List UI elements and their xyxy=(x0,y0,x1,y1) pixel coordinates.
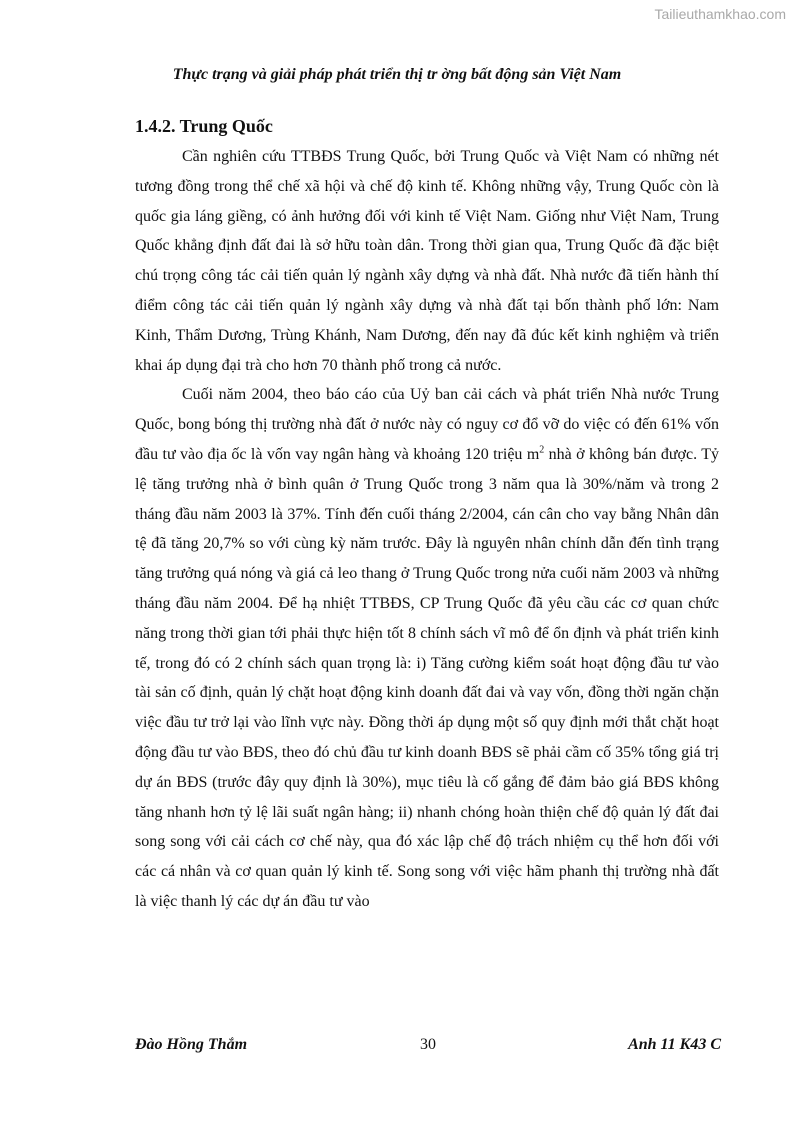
paragraph-1: Cần nghiên cứu TTBĐS Trung Quốc, bởi Trung Quốc và Việt Nam có những nét tương đồng trong thể chế xã hội và chế độ kinh tế. Không những vậy, Trung Quốc còn là quốc gia láng giềng, có ảnh hưởng đối với kinh tế Việt Nam. Giống như Việt Nam, Trung Quốc khẳng định đất đai là sở hữu toàn dân. Trong thời gian qua, Trung Quốc đã đặc biệt chú trọng công tác cải tiến quản lý ngành xây dựng và nhà đất. Nhà nước đã tiến hành thí điểm công tác cải tiến quản lý ngành xây dựng và nhà đất tại bốn thành phố lớn: Nam Kinh, Thẩm Dương, Trùng Khánh, Nam Dương, đến nay đã đúc kết kinh nghiệm và triển khai áp dụng đại trà cho hơn 70 thành phố trong cả nước. xyxy=(135,148,719,374)
section-heading: 1.4.2. Trung Quốc xyxy=(135,116,273,136)
running-title: Thực trạng và giải pháp phát triển thị tr ờng bất động sản Việt Nam xyxy=(172,66,622,83)
paragraph-2-part-1: Cuối năm 2004, theo báo cáo của Uỷ ban cải cách và phát triển Nhà nước Trung Quốc, bong bóng thị trường nhà đất ở nước này có nguy cơ đổ vỡ do việc có đến 61% vốn đầu tư vào địa ốc là vốn vay ngân hàng và khoảng 120 triệu m xyxy=(135,386,719,463)
page-footer xyxy=(135,1036,721,1058)
watermark: Tailieuthamkhao.com xyxy=(654,6,786,22)
square-superscript: 2 xyxy=(539,444,545,456)
body-text xyxy=(135,142,719,917)
footer-class-code: Anh 11 K43 C xyxy=(628,1036,721,1053)
paragraph-2 xyxy=(135,380,719,916)
paragraph-2-part-2: nhà ở không bán được. Tỷ lệ tăng trưởng nhà ở bình quân ở Trung Quốc trong 3 năm qua là 30%/năm và trong 2 tháng đầu năm 2003 là 37%. Tính đến cuối tháng 2/2004, cán cân cho vay bằng Nhân dân tệ đã tăng 20,7% so với cùng kỳ năm trước. Đây là nguyên nhân chính dẫn đến tình trạng tăng trưởng quá nóng và giá cả leo thang ở Trung Quốc trong nửa cuối năm 2003 và những tháng đầu năm 2004. Để hạ nhiệt TTBĐS, CP Trung Quốc đã yêu cầu các cơ quan chức năng trong thời gian tới phải thực hiện tốt 8 chính sách vĩ mô để ổn định và phát triển kinh tế, trong đó có 2 chính sách quan trọng là: i) Tăng cường kiểm soát hoạt động đầu tư vào tài sản cố định, quản lý chặt hoạt động kinh doanh đất đai và vay vốn, đồng thời ngăn chặn việc đầu tư trở lại vào lĩnh vực này. Đồng thời áp dụng một số quy định mới thắt chặt hoạt động đầu tư vào BĐS, theo đó chủ đầu tư kinh doanh BĐS sẽ phải cầm cố 35% tổng giá trị dự án BĐS (trước đây quy định là 30%), mục tiêu là cố gắng để đảm bảo giá BĐS không tăng nhanh hơn tỷ lệ lãi suất ngân hàng; ii) nhanh chóng hoàn thiện chế độ quản lý đất đai song song với cải cách cơ chế này, qua đó xác lập chế độ trách nhiệm cụ thể hơn đối với các cá nhân và cơ quan quản lý kinh tế. Song song với việc hãm phanh thị trường nhà đất là việc thanh lý các dự án đầu tư vào xyxy=(135,445,719,910)
footer-page-number: 30 xyxy=(420,1036,436,1053)
footer-author: Đào Hồng Thắm xyxy=(135,1036,248,1053)
